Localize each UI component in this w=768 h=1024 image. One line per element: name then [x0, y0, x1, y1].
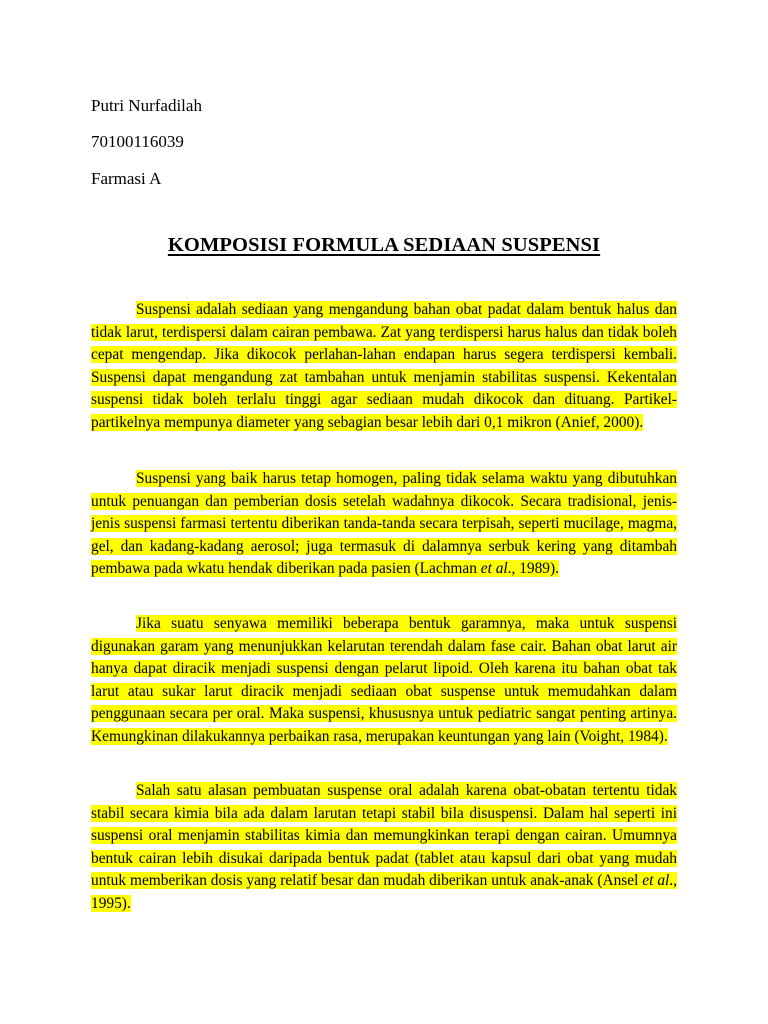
document-title: KOMPOSISI FORMULA SEDIAAN SUSPENSI [167, 234, 601, 256]
citation-et-al: et al [642, 872, 670, 890]
author-name: Putri Nurfadilah [91, 96, 202, 115]
class-name: Farmasi A [91, 169, 162, 188]
paragraph-4-text: Salah satu alasan pembuatan suspense oral adalah karena obat-obatan tertentu tidak stabil secara kimia bila ada dalam larutan tetapi stabil bila disuspensi. Dalam hal seperti ini suspensi oral menjamin stabilitas kimia dan memungkinkan terapi dengan cairan. Umumnya bentuk cairan lebih disukai daripada bentuk padat (tablet atau kapsul dari obat yang mudah untuk memberikan dosis yang relatif besar dan mudah diberikan untuk anak-anak (Ansel et al., 1995). [91, 782, 677, 912]
paragraph-2-text: Suspensi yang baik harus tetap homogen, paling tidak selama waktu yang dibutuhkan untuk penuangan dan pemberian dosis setelah wadahnya dikocok. Secara tradisional, jenis-jenis suspensi farmasi tertentu diberikan tanda-tanda secara terpisah, seperti mucilage, magma, gel, dan kadang-kadang aerosol; juga termasuk di dalamnya serbuk kering yang ditambah pembawa pada wkatu hendak diberikan pada pasien (Lachman et al., 1989). [91, 470, 677, 578]
paragraph-2 [91, 468, 677, 581]
citation-et-al: et al [480, 560, 508, 578]
student-id: 70100116039 [91, 132, 184, 151]
paragraph-4 [91, 780, 677, 916]
paragraph-1 [91, 299, 677, 435]
paragraph-1-text: Suspensi adalah sediaan yang mengandung bahan obat padat dalam bentuk halus dan tidak larut, terdispersi dalam cairan pembawa. Zat yang terdispersi harus halus dan tidak boleh cepat mengendap. Jika dikocok perlahan-lahan endapan harus segera terdispersi kembali. Suspensi dapat mengandung zat tambahan untuk menjamin stabilitas suspensi. Kekentalan suspensi tidak boleh terlalu tinggi agar sediaan mudah dikocok dan dituang. Partikel-partikelnya mempunya diameter yang sebagian besar lebih dari 0,1 mikron (Anief, 2000). [91, 301, 677, 431]
paragraph-3-text: Jika suatu senyawa memiliki beberapa bentuk garamnya, maka untuk suspensi digunakan garam yang menunjukkan kelarutan terendah dalam fase cair. Bahan obat larut air hanya dapat diracik menjadi suspensi dengan pelarut lipoid. Oleh karena itu bahan obat tak larut atau sukar larut diracik menjadi sediaan obat suspense untuk memudahkan dalam penggunaan secara per oral. Maka suspensi, khususnya untuk pediatric sangat penting artinya. Kemungkinan dilakukannya perbaikan rasa, merupakan keuntungan yang lain (Voight, 1984). [91, 615, 677, 745]
paragraph-3 [91, 613, 677, 749]
